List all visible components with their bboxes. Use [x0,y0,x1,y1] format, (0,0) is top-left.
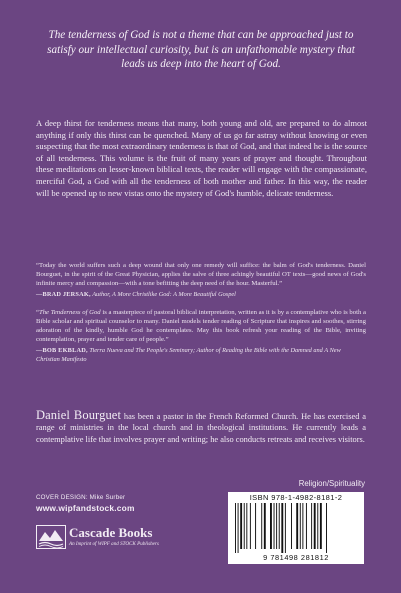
author-name: Daniel Bourguet [36,408,122,422]
barcode-bar [276,503,277,549]
endorsement-quote-text: is a masterpiece of pastoral biblical interpretation, written as it is by a contemplative who is both a Bible scholar and spiritual counselor to many. Daniel models tender reading of Scripture that inspires and soothes, stirring adoration of the kindly, humble God he contemplates. May this book refresh your reading of the Bible, inviting contemplation, prayer and tender care of people.” [36,309,366,343]
barcode-bar [261,503,262,549]
endorser-name: —BOB EKBLAD, [36,347,88,355]
endorsement-quote [36,309,366,344]
endorser-name: —BRAD JERSAK, [36,291,91,299]
barcode-digits: 9 781498 281812 [263,553,329,562]
barcode-bar [296,503,298,549]
publisher-logo-block [36,523,186,553]
barcode-bar [300,503,301,549]
isbn-label: ISBN 978-1-4982-8181-2 [249,493,343,502]
barcode-bar [240,503,242,549]
barcode-bar [320,503,322,549]
barcode-bars [232,503,360,553]
barcode-bar [238,503,239,553]
barcode-bar [302,503,303,549]
epigraph: The tenderness of God is not a theme that can be approached just to satisfy our intellectual curiosity, but is an unfathomable mystery that leads us deep into the heart of God. [47,29,355,71]
endorsement-ekblad [36,309,366,365]
barcode-bar [281,503,283,553]
publisher-website: www.wipfandstock.com [36,503,135,513]
barcode-bar [270,503,272,549]
endorsement-quote: “Today the world suffers such a deep wound that only one remedy will suffice: the balm of God's tenderness. Daniel Bourguet, in the spirit of the Great Physician, applies the salve of three achingly beautiful OT texts—good news of God's infinite mercy and compassion—with a tone befitting the deep need of the hour. Masterful.” [36,262,366,287]
barcode-bar [306,503,307,549]
barcode-bar [264,503,266,549]
barcode-bar [279,503,280,549]
author-bio-text: has been a pastor in the French Reformed Church. He has exercised a range of ministries in the local church and in theological institutions. He currently leads a contemplative life that involves prayer and writing; he also conducts retreats and receives visitors. [36,412,366,444]
barcode-bar [274,503,275,549]
endorsements [36,262,366,374]
quote-open-mark: “ [36,309,39,317]
credits [36,494,135,513]
barcode-bar [235,503,236,553]
cover-design-credit: COVER DESIGN: Mike Surber [36,494,126,501]
description-paragraph: A deep thirst for tenderness means that many, both young and old, are prepared to do almost anything if only this thirst can be quenched. Many of us go far astray without knowing or even suspecting that the most extraordinary tenderness is that of God, and that indeed he is the source of all tenderness. This volume is the fruit of many years of prayer and thought. Throughout these meditations on lesser-known biblical texts, the reader will engage with the compassionate, merciful God, a God with all the tenderness of both mother and father. In this way, the reader will be opened up to new vistas onto the mystery of God's humble, delicate tenderness. [36,118,367,198]
endorser-title: Author, A More Christlike God: A More Beautiful Gospel [90,291,236,299]
barcode-bar [255,503,256,549]
endorser [36,347,366,365]
barcode-bar [250,503,251,549]
endorser [36,291,366,300]
barcode-bar [314,503,316,549]
quoted-book-title: The Tenderness of God [38,309,101,317]
barcode-bar [326,503,327,553]
endorsement-jersak [36,262,366,300]
cascade-logo-icon [36,525,66,549]
barcode-bar [291,503,292,549]
author-bio [36,410,366,445]
barcode-bar [285,503,286,553]
isbn-barcode [228,492,364,564]
barcode-bar [244,503,245,549]
barcode-bar [311,503,312,549]
publisher-name: Cascade Books [69,525,153,540]
barcode-bar [246,503,247,549]
endorser-title: Tierra Nueva and The People's Seminary; Author of Reading the Bible with the Damned and A New Christian Manifesto [36,347,341,364]
category-label: Religion/Spirituality [298,479,365,488]
barcode-bar [317,503,318,549]
book-description [36,118,367,199]
publisher-tagline: An Imprint of WIPF and STOCK Publishers [69,541,159,547]
